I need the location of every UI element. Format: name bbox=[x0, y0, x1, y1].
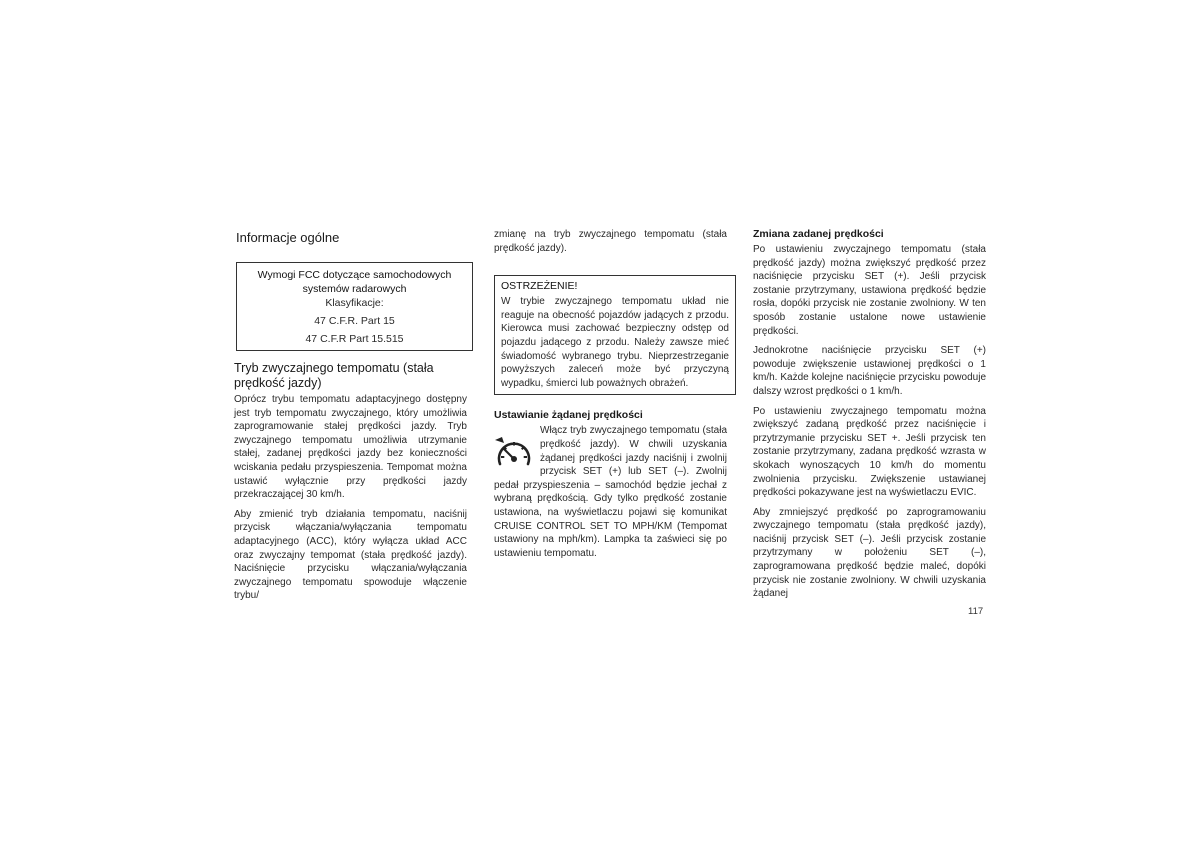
subheading-set-speed: Ustawianie żądanej prędkości bbox=[494, 409, 643, 422]
paragraph-set-speed: Włącz tryb zwyczajnego tempomatu (stała prędkość jazdy). W chwili uzyskania żądanej prędkości jazdy naciśnij i zwolnij przycisk SET (+) lub SET (–). Zwolnij pedał przyspieszenia – samochód będzie jechał z wybraną prędkością. Gdy tylko prędkość zostanie ustawiona, na wyświetlaczu pojawi się komunikat CRUISE CONTROL SET TO MPH/KM (Tempomat ustawiony na mph/km). Lampka ta zaświeci się po ustawieniu tempomatu. bbox=[494, 425, 727, 559]
section-heading-normal-cruise: Tryb zwyczajnego tempomatu (stała prędkość jazdy) bbox=[234, 361, 434, 390]
paragraph-change-mode: Aby zmienić tryb działania tempomatu, naciśnij przycisk włączania/wyłączania tempomatu adaptacyjnego (ACC), który wyłącza układ ACC oraz zwyczajny tempomat (stała prędkość jazdy). Naciśnięcie przycisku włączania/wyłączania zwyczajnego tempomatu spowoduje włączenie trybu/ bbox=[234, 508, 467, 602]
paragraph-normal-cruise-intro: Oprócz trybu tempomatu adaptacyjnego dostępny jest tryb tempomatu zwyczajnego, który umożliwia zaprogramowanie stałej prędkości jazdy. Tryb zwyczajnego tempomatu umożliwia utrzymanie stałej, zadanej prędkości jazdy bez konieczności wciskania pedału przyspieszenia. Tempomat można ustawić wyłącznie przy prędkości jazdy przekraczającej 30 km/h. bbox=[234, 394, 467, 501]
fcc-box-part1: 47 C.F.R. Part 15 bbox=[314, 315, 395, 327]
fcc-requirements-box bbox=[236, 262, 473, 351]
warning-text: W trybie zwyczajnego tempomatu układ nie reaguje na obecność pojazdów jadących z przodu. Kierowca musi zachować bezpieczny odstęp od pojazdu jadącego z przodu. Należy zawsze mieć świadomość wybranego trybu. Nieprzestrzeganie powyższych zaleceń może być przyczyną wypadku, śmierci lub poważnych obrażeń. bbox=[501, 296, 729, 389]
paragraph-mode-continuation: zmianę na tryb zwyczajnego tempomatu (stała prędkość jazdy). bbox=[494, 229, 727, 254]
column-middle bbox=[494, 228, 727, 566]
fcc-box-classification: Klasyfikacje: bbox=[325, 297, 384, 309]
warning-title: OSTRZEŻENIE! bbox=[501, 280, 578, 293]
paragraph-single-press: Jednokrotne naciśnięcie przycisku SET (+) powoduje zwiększenie ustawionej prędkości o 1 km/h. Każde kolejne naciśnięcie przycisku powoduje dalszy wzrost prędkości o 1 km/h. bbox=[753, 345, 986, 397]
warning-box bbox=[494, 275, 736, 395]
heading-general-info: Informacje ogólne bbox=[236, 230, 340, 245]
column-left bbox=[234, 228, 467, 609]
page-number: 117 bbox=[968, 606, 984, 617]
paragraph-hold-increase: Po ustawieniu zwyczajnego tempomatu można zwiększyć zadaną prędkość przez naciśnięcie i przytrzymanie przycisku SET +. Jeśli przycisk ten zostanie przytrzymany, zadana prędkość wzrasta w skokach wynoszących 10 km/h do momentu zwolnienia przycisku. Zwiększenie ustawianej prędkości pokazywane jest na wyświetlaczu EVIC. bbox=[753, 405, 986, 499]
fcc-box-title: Wymogi FCC dotyczące samochodowych systemów radarowych bbox=[257, 269, 452, 295]
paragraph-decrease-speed: Aby zmniejszyć prędkość po zaprogramowaniu zwyczajnego tempomatu (stała prędkość jazdy), naciśnij przycisk SET (–). Jeśli przycisk zostanie przytrzymany w położeniu SET (–), zaprogramowana prędkość będzie maleć, dopóki przycisk nie zostanie zwolniony. W chwili uzyskania żądanej bbox=[753, 506, 986, 600]
cruise-control-speedometer-icon bbox=[494, 434, 534, 478]
column-right bbox=[753, 228, 986, 607]
subheading-change-speed: Zmiana zadanej prędkości bbox=[753, 228, 884, 240]
paragraph-increase-speed: Po ustawieniu zwyczajnego tempomatu (stała prędkość jazdy) można zwiększyć prędkość przez naciśnięcie przycisku SET (+). Jeśli przycisk zostanie przytrzymany, ustawiona prędkość będzie rosła, dopóki przycisk nie zostanie zwolniony. W ten sposób zostanie ustalone nowe ustawienie prędkości. bbox=[753, 244, 986, 337]
fcc-box-part2: 47 C.F.R Part 15.515 bbox=[305, 333, 404, 345]
